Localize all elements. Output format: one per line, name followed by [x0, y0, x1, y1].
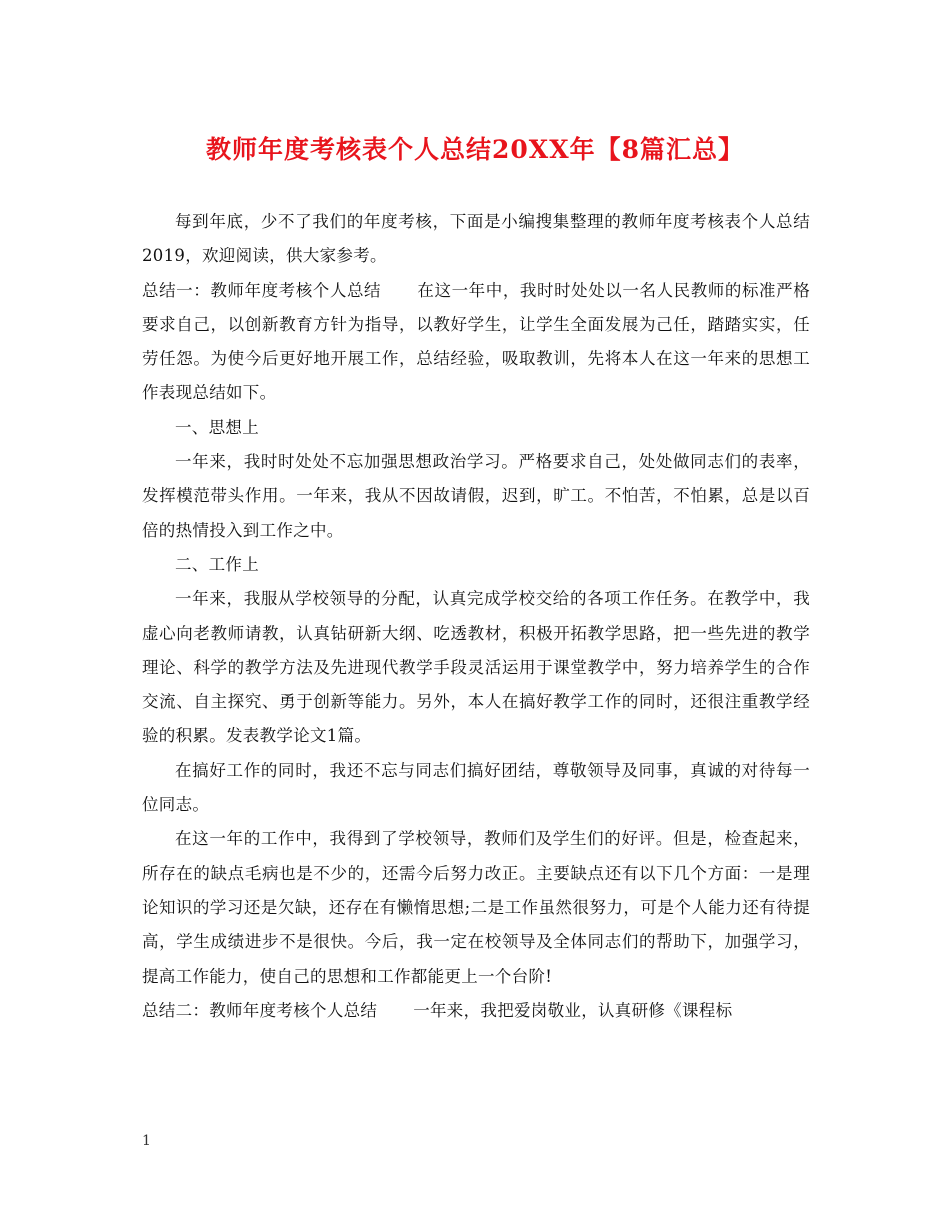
section-heading-work: 二、工作上: [175, 554, 259, 574]
summary-two-lead: 一年来，我把爱岗敬业，认真研修《课程标: [413, 1000, 733, 1020]
summary-two-paragraph: [142, 994, 810, 1028]
intro-paragraph: 每到年底，少不了我们的年度考核，下面是小编搜集整理的教师年度考核表个人总结2019，欢迎阅读，供大家参考。: [142, 212, 810, 266]
section-text-work: 一年来，我服从学校领导的分配，认真完成学校交给的各项工作任务。在教学中，我虚心向老教师请教，认真钻研新大纲、吃透教材，积极开拓教学思路，把一些先进的教学理论、科学的教学方法及先进现代教学手段灵活运用于课堂教学中，努力培养学生的合作交流、自主探究、勇于创新等能力。另外，本人在搞好教学工作的同时，还很注重教学经验的积累。发表教学论文1篇。: [142, 589, 810, 746]
summary-one-lead: 在这一年中，我时时处处以一名人民教师的标准严格要求自己，以创新教育方针为指导，以教好学生，让学生全面发展为己任，踏踏实实，任劳任怨。为使今后更好地开展工作，总结经验，吸取教训，先将本人在这一年来的思想工作表现总结如下。: [142, 280, 810, 403]
section-text-thought: 一年来，我时时处处不忘加强思想政治学习。严格要求自己，处处做同志们的表率，发挥模范带头作用。一年来，我从不因故请假，迟到，旷工。不怕苦，不怕累，总是以百倍的热情投入到工作之中。: [142, 452, 810, 540]
summary-one-heading: 总结一：教师年度考核个人总结: [142, 280, 382, 300]
reflection-paragraph: 在这一年的工作中，我得到了学校领导，教师们及学生们的好评。但是，检查起来，所存在的缺点毛病也是不少的，还需今后努力改正。主要缺点还有以下几个方面：一是理论知识的学习还是欠缺，还存在有懒惰思想;二是工作虽然很努力，可是个人能力还有待提高，学生成绩进步不是很快。今后，我一定在校领导及全体同志们的帮助下，加强学习，提高工作能力，使自己的思想和工作都能更上一个台阶!: [142, 829, 810, 986]
document-body: [142, 205, 810, 1028]
document-title: 教师年度考核表个人总结20XX年【8篇汇总】: [206, 135, 744, 164]
page-number: 1: [142, 1133, 151, 1149]
unity-paragraph: 在搞好工作的同时，我还不忘与同志们搞好团结，尊敬领导及同事，真诚的对待每一位同志。: [142, 760, 810, 815]
summary-two-heading: 总结二：教师年度考核个人总结: [142, 1000, 378, 1020]
summary-one-paragraph: [142, 274, 810, 411]
section-heading-thought: 一、思想上: [175, 417, 259, 437]
